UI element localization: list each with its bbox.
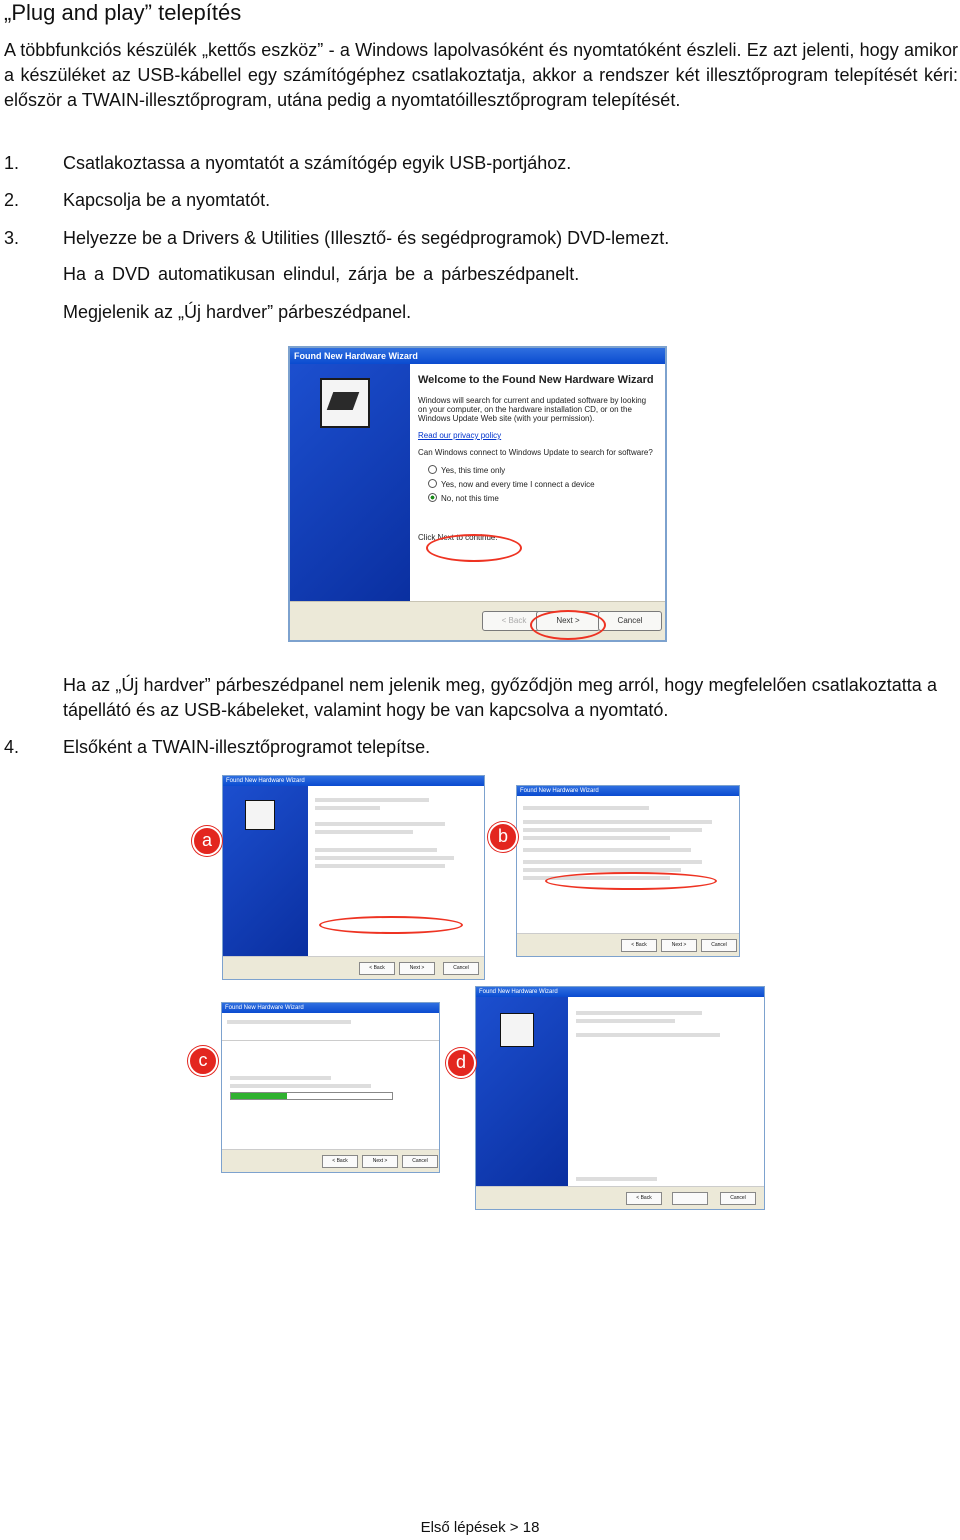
next-button[interactable]: Next >	[661, 939, 697, 952]
step-1-text: Csatlakoztassa a nyomtatót a számítógép egyik USB-portjához.	[63, 153, 572, 173]
badge-a: a	[192, 826, 222, 856]
step-2-number: 2.	[4, 190, 20, 210]
badge-d: d	[446, 1048, 476, 1078]
screenshot-a-content	[315, 794, 478, 872]
page-footer: Első lépések > 18	[420, 1519, 540, 1536]
hardware-icon	[320, 378, 370, 428]
radio-icon	[428, 465, 437, 474]
progress-fill	[231, 1093, 287, 1099]
back-button[interactable]: < Back	[359, 962, 395, 975]
wizard-content	[410, 364, 665, 602]
wizard-welcome: Welcome to the Found New Hardware Wizard	[418, 374, 654, 386]
hardware-icon	[245, 800, 275, 830]
wizard-description: Windows will search for current and updated software by looking on your computer, on the hardware installation CD, or on the Windows Update Web site (with your permission).	[418, 396, 647, 423]
back-button[interactable]: < Back	[482, 611, 546, 631]
cancel-button[interactable]: Cancel	[443, 962, 479, 975]
highlight-circle	[545, 872, 717, 890]
screenshot-b	[516, 785, 740, 957]
screenshot-a-title: Found New Hardware Wizard	[223, 776, 484, 786]
screenshot-d-title: Found New Hardware Wizard	[476, 987, 764, 997]
step-1-number: 1.	[4, 153, 20, 173]
radio-icon	[428, 479, 437, 488]
screenshot-a-buttons	[223, 956, 484, 979]
screenshot-d-sidebar	[476, 997, 568, 1187]
badge-b: b	[488, 822, 518, 852]
next-highlight-circle	[530, 610, 606, 640]
screenshot-d	[475, 986, 765, 1210]
step-3-line3: Megjelenik az „Új hardver” párbeszédpanel.	[63, 302, 412, 322]
back-button[interactable]: < Back	[621, 939, 657, 952]
next-button[interactable]: Next >	[536, 611, 600, 631]
step-3-line2: Ha a DVD automatikusan elindul, zárja be a párbeszédpanelt.	[63, 264, 580, 284]
radio-option-2[interactable]: Yes, now and every time I connect a device	[428, 479, 657, 489]
radio-option-3[interactable]: No, not this time	[428, 493, 657, 503]
radio-option-1[interactable]: Yes, this time only	[428, 465, 657, 475]
screenshot-b-title: Found New Hardware Wizard	[517, 786, 739, 796]
screenshot-c	[221, 1002, 440, 1173]
wizard-title: Found New Hardware Wizard	[290, 348, 665, 364]
found-new-hardware-wizard-window	[288, 346, 667, 642]
highlight-circle	[426, 534, 522, 562]
privacy-link[interactable]: Read our privacy policy	[418, 431, 502, 440]
cancel-button[interactable]: Cancel	[720, 1192, 756, 1205]
step-3-number: 3.	[4, 228, 20, 248]
cancel-button[interactable]: Cancel	[402, 1155, 438, 1168]
finish-button[interactable]	[672, 1192, 708, 1205]
wizard-question: Can Windows connect to Windows Update to search for software?	[418, 448, 653, 457]
screenshot-d-content	[576, 1007, 756, 1185]
step-2-text: Kapcsolja be a nyomtatót.	[63, 190, 271, 210]
wizard-continue-text: Click Next to continue.	[418, 533, 498, 542]
progress-bar	[230, 1092, 393, 1100]
screenshot-a-sidebar	[223, 786, 308, 957]
screenshot-c-header	[222, 1013, 439, 1041]
page-title: „Plug and play” telepítés	[4, 0, 242, 25]
cancel-button[interactable]: Cancel	[598, 611, 662, 631]
wizard-sidebar	[290, 364, 410, 602]
hardware-icon	[500, 1013, 534, 1047]
next-button[interactable]: Next >	[399, 962, 435, 975]
cancel-button[interactable]: Cancel	[701, 939, 737, 952]
badge-c: c	[188, 1046, 218, 1076]
step-4-text: Elsőként a TWAIN-illesztőprogramot telepítse.	[63, 737, 431, 757]
screenshot-c-buttons	[222, 1149, 439, 1172]
note-paragraph: Ha az „Új hardver” párbeszédpanel nem jelenik meg, győződjön meg arról, hogy megfelelően csatlakoztatta a tápellátó és az USB-kábeleket, valamint hogy be van kapcsolva a nyomtató.	[63, 675, 937, 720]
intro-paragraph: A többfunkciós készülék „kettős eszköz” - a Windows lapolvasóként és nyomtatóként észleli. Ez azt jelenti, hogy amikor a készüléket az USB-kábellel egy számítógéphez csatlakoztatja, akkor a rendszer két illesztőprogram telepítését kéri: először a TWAIN-illesztőprogram, utána pedig a nyomtatóillesztőprogram telepítését.	[4, 40, 958, 110]
radio-selected-icon	[428, 493, 437, 502]
screenshot-b-buttons	[517, 933, 739, 956]
next-button[interactable]: Next >	[362, 1155, 398, 1168]
back-button[interactable]: < Back	[322, 1155, 358, 1168]
highlight-circle	[319, 916, 463, 934]
screenshot-c-content	[222, 1041, 439, 1105]
screenshot-c-title: Found New Hardware Wizard	[222, 1003, 439, 1013]
step-4-number: 4.	[4, 737, 20, 757]
back-button[interactable]: < Back	[626, 1192, 662, 1205]
screenshot-d-buttons	[476, 1186, 764, 1209]
screenshot-a	[222, 775, 485, 980]
step-3-text: Helyezze be a Drivers & Utilities (Illesztő- és segédprogramok) DVD-lemezt.	[63, 228, 670, 248]
wizard-button-bar	[290, 601, 665, 640]
